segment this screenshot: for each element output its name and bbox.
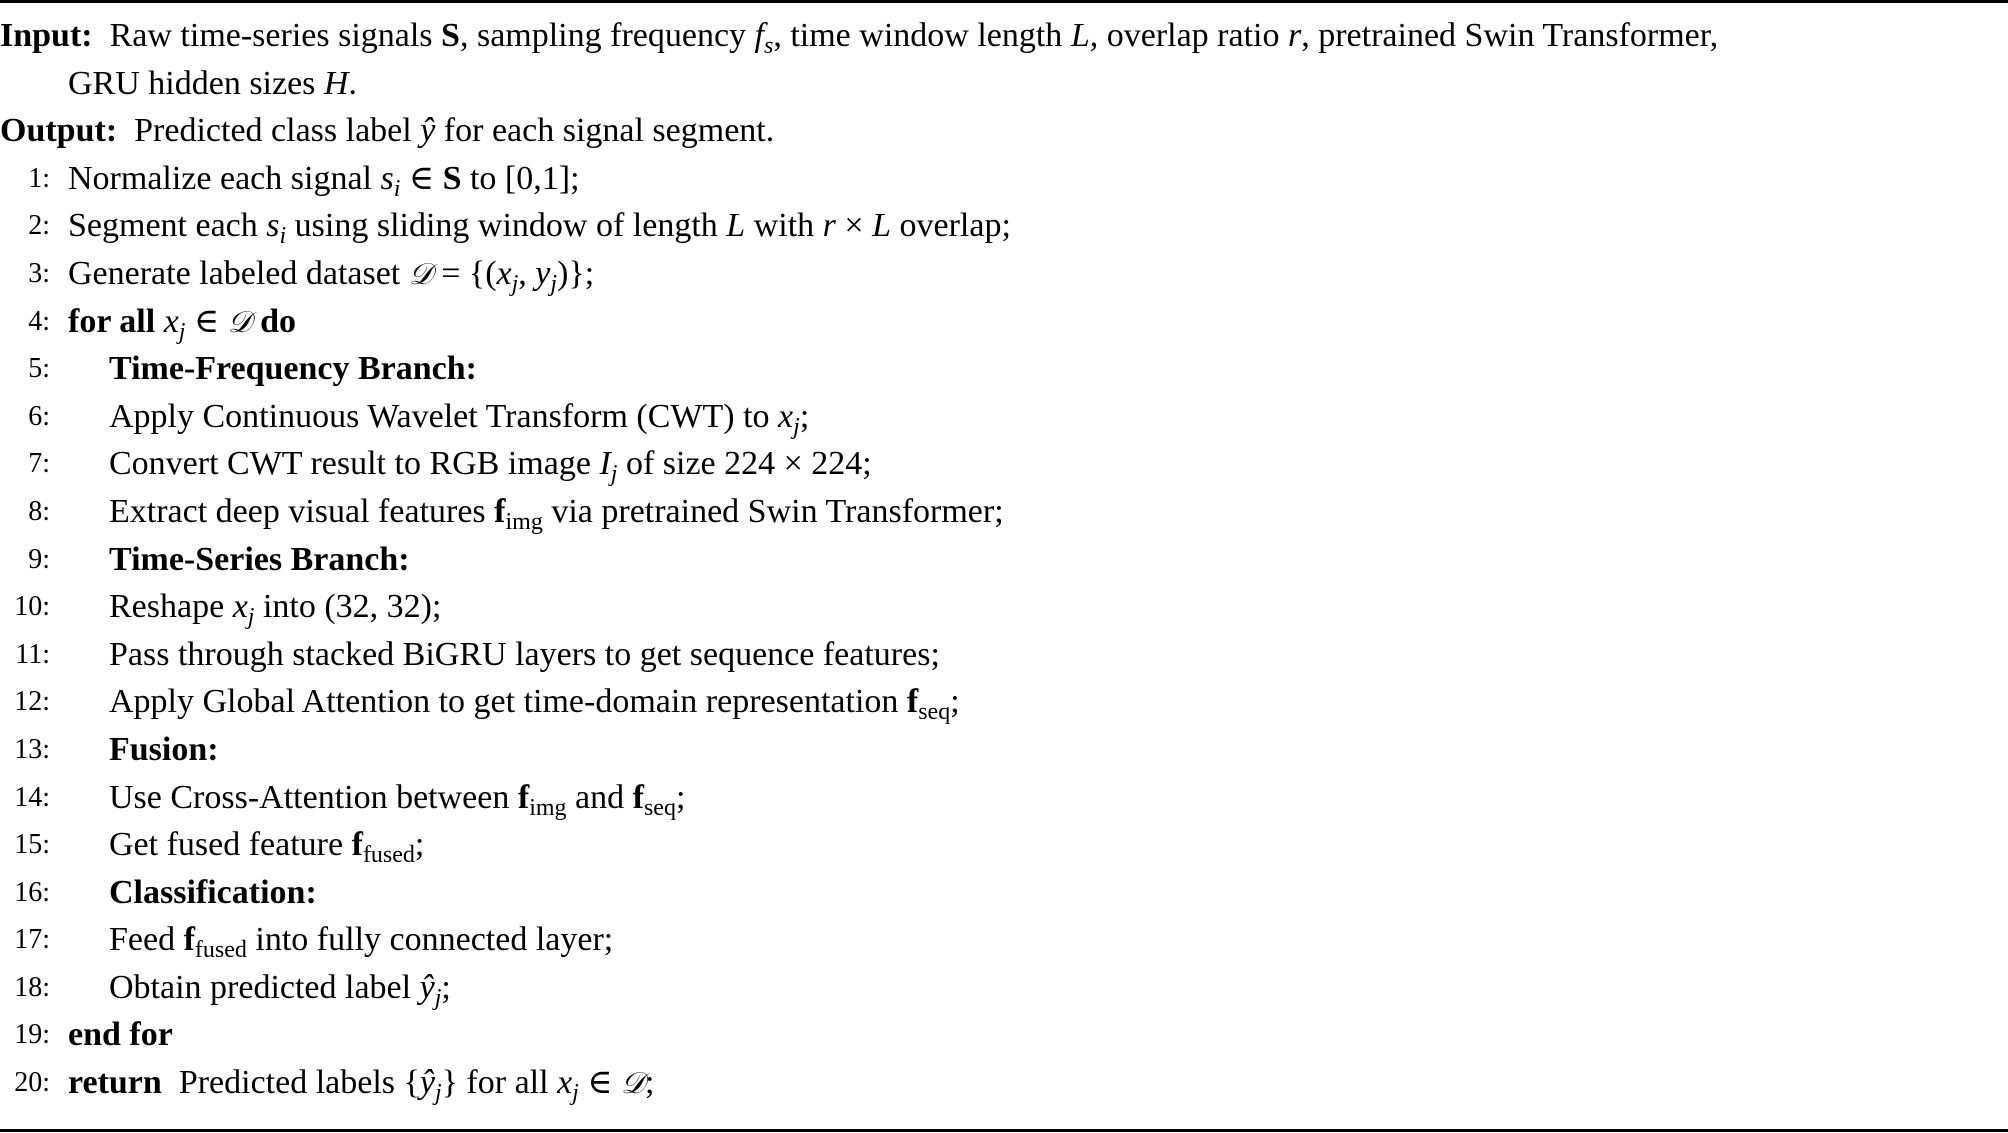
- line-number: 10:: [14, 591, 50, 623]
- line-number: 19:: [14, 1019, 50, 1051]
- line-number: 1:: [28, 162, 50, 194]
- step-7: 7: Convert CWT result to RGB image $I_j$ of size 224 × 224;: [0, 440, 2008, 488]
- line-number: 9:: [28, 543, 50, 575]
- step-11: 11: Pass through stacked BiGRU layers to get sequence features;: [0, 631, 2008, 679]
- top-rule: [0, 0, 2008, 3]
- line-number: 15:: [14, 829, 50, 861]
- step-9: [0, 536, 2008, 584]
- step-16: [0, 869, 2008, 917]
- step-13: [0, 726, 2008, 774]
- step-12: 12: Apply Global Attention to get time-domain representation $f_{seq}$;: [0, 678, 2008, 726]
- step-19: [0, 1011, 2008, 1059]
- line-number: 7:: [28, 448, 50, 480]
- step-3: 3: Generate labeled dataset 𝒟 = {($x_j$, $y_j$)};: [0, 250, 2008, 298]
- line-number: 11:: [15, 638, 50, 670]
- line-number: 5:: [28, 353, 50, 385]
- step-10: 10: Reshape $x_j$ into (32, 32);: [0, 583, 2008, 631]
- keyword-do: do: [260, 302, 297, 340]
- input-line-2: GRU hidden sizes H.: [68, 64, 357, 102]
- line-number: 18:: [14, 971, 50, 1003]
- section-heading: Time-Series Branch:: [109, 540, 410, 578]
- line-number: 13:: [14, 733, 50, 765]
- section-heading: Classification:: [109, 873, 317, 911]
- step-17: 17: Feed $f_{fused}$ into fully connected layer;: [0, 916, 2008, 964]
- output-line: Output: Predicted class label ŷ for each signal segment.: [0, 112, 775, 150]
- line-number: 12:: [14, 686, 50, 718]
- step-1: 1: Normalize each signal $s_i$ ∈ S to [0,1];: [0, 155, 2008, 203]
- step-18: 18: Obtain predicted label $ŷ_j$;: [0, 964, 2008, 1012]
- line-number: 16:: [14, 876, 50, 908]
- input-label: Input:: [0, 17, 93, 54]
- step-15: 15: Get fused feature $f_{fused}$;: [0, 821, 2008, 869]
- line-number: 20:: [14, 1067, 50, 1099]
- bottom-rule: [0, 1129, 2008, 1132]
- step-6: 6: Apply Continuous Wavelet Transform (CWT) to $x_j$;: [0, 393, 2008, 441]
- step-20: 20: return Predicted labels $\{ŷ_j\}$ for all $x_j$ ∈ 𝒟;: [0, 1059, 2008, 1107]
- line-number: 3:: [28, 257, 50, 289]
- line-number: 17:: [14, 924, 50, 956]
- step-2: 2: Segment each $s_i$ using sliding window of length L with r × L overlap;: [0, 202, 2008, 250]
- line-number: 6:: [28, 400, 50, 432]
- step-8: 8: Extract deep visual features $f_{img}$ via pretrained Swin Transformer;: [0, 488, 2008, 536]
- line-number: 4:: [28, 305, 50, 337]
- section-heading: Fusion:: [109, 730, 219, 768]
- input-line-1: Input: Raw time-series signals S, sampling frequency $f_s$, time window length L, overlap ratio r, pretrained Swin Transformer,: [0, 17, 1719, 59]
- step-14: 14: Use Cross-Attention between $f_{img}$ and $f_{seq}$;: [0, 774, 2008, 822]
- line-number: 14:: [14, 781, 50, 813]
- section-heading: Time-Frequency Branch:: [109, 350, 477, 388]
- keyword-end-for: end for: [68, 1016, 173, 1054]
- algorithm-block: [0, 12, 2008, 1107]
- output-label: Output:: [0, 112, 118, 150]
- step-5: [0, 345, 2008, 393]
- step-4: 4: for all $x_j$ ∈ 𝒟 do: [0, 298, 2008, 346]
- keyword-return: return: [68, 1064, 162, 1102]
- keyword-for-all: for all: [68, 302, 156, 340]
- line-number: 8:: [28, 495, 50, 527]
- line-number: 2:: [28, 210, 50, 242]
